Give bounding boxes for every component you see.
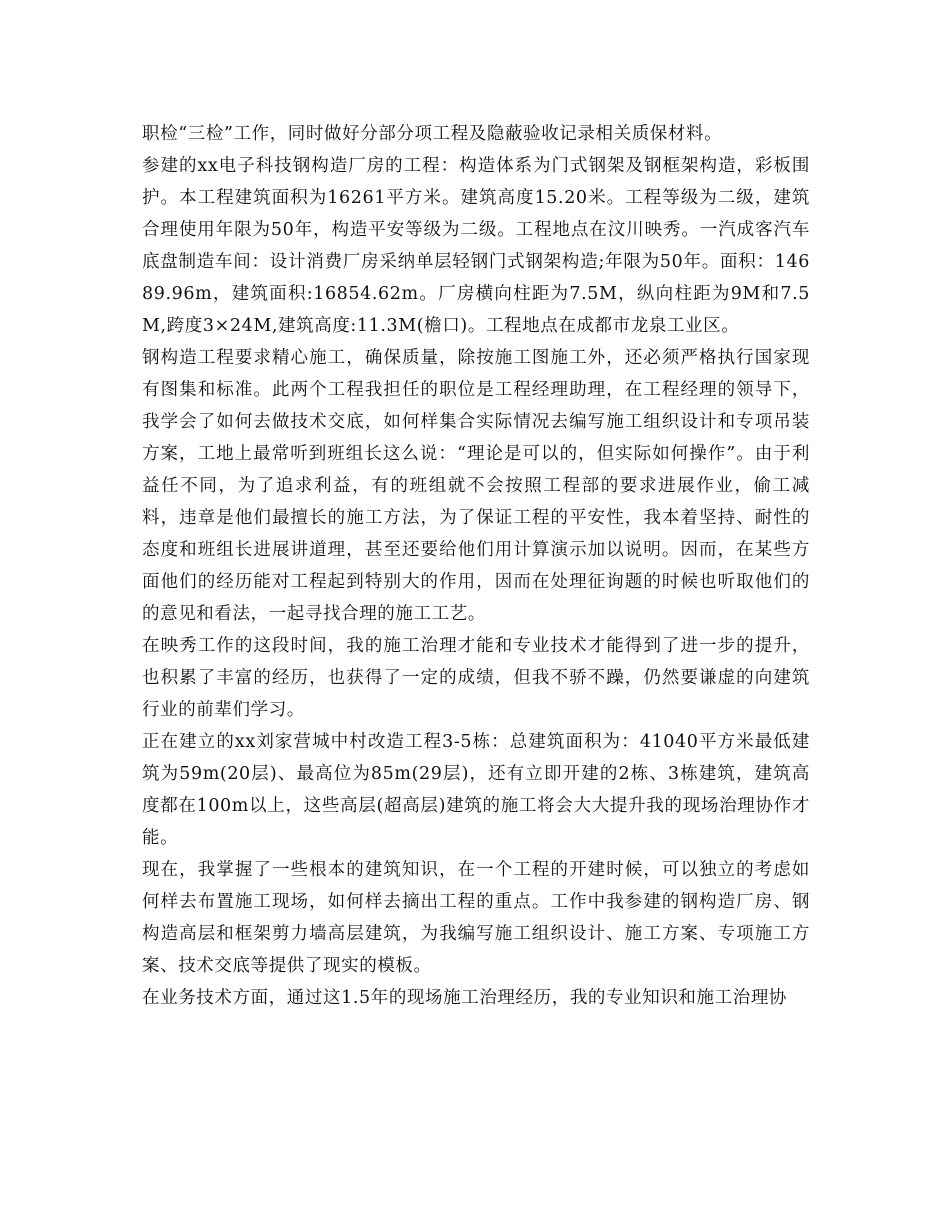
paragraph-steel-construction-experience: 钢构造工程要求精心施工，确保质量，除按施工图施工外，还必须严格执行国家现有图集和标准。此两个工程我担任的职位是工程经理助理，在工程经理的领导下，我学会了如何去做技术交底，如何样集合实际情况去编写施工组织设计和专项吊装方案，工地上最常听到班组长这么说：“理论是可以的，但实际如何操作”。由于利益任不同，为了追求利益，有的班组就不会按照工程部的要求进展作业，偷工减料，违章是他们最擅长的施工方法，为了保证工程的平安性，我本着坚持、耐性的态度和班组长进展讲道理，甚至还要给他们用计算演示加以说明。因而，在某些方面他们的经历能对工程起到特别大的作用，因而在处理征询题的时候也听取他们的的意见和看法，一起寻找合理的施工工艺。	[142, 348, 810, 624]
paragraph-current-knowledge: 现在，我掌握了一些根本的建筑知识，在一个工程的开建时候，可以独立的考虑如何样去布置施工现场，如何样去摘出工程的重点。工作中我参建的钢构造厂房、钢构造高层和框架剪力墙高层建筑，为我编写施工组织设计、施工方案、专项施工方案、技术交底等提供了现实的模板。	[142, 860, 810, 976]
paragraph-technical-skills: 在业务技术方面，通过这1.5年的现场施工治理经历，我的专业知识和施工治理协	[142, 988, 788, 1008]
paragraph-steel-plant-projects: 参建的xx电子科技钢构造厂房的工程：构造体系为门式钢架及钢框架构造，彩板围护。本工程建筑面积为16261平方米。建筑高度15.20米。工程等级为二级，建筑合理使用年限为50年，构造平安等级为二级。工程地点在汶川映秀。一汽成客汽车底盘制造车间：设计消费厂房采纳单层轻钢门式钢架构造;年限为50年。面积：14689.96m，建筑面积:16854.62m。厂房横向柱距为7.5M，纵向柱距为9M和7.5M,跨度3×24M,建筑高度:11.3M(檐口)。工程地点在成都市龙泉工业区。	[142, 156, 810, 336]
document-body	[142, 118, 810, 1014]
paragraph-high-rise-project: 正在建立的xx刘家营城中村改造工程3-5栋：总建筑面积为：41040平方米最低建筑为59m(20层)、最高位为85m(29层)，还有立即开建的2栋、3栋建筑，建筑高度都在100m以上，这些高层(超高层)建筑的施工将会大大提升我的现场治理协作才能。	[142, 732, 810, 848]
paragraph-quality-inspection: 职检“三检”工作，同时做好分部分项工程及隐蔽验收记录相关质保材料。	[142, 124, 723, 144]
paragraph-yingxiu-work: 在映秀工作的这段时间，我的施工治理才能和专业技术才能得到了进一步的提升，也积累了丰富的经历，也获得了一定的成绩，但我不骄不躁，仍然要谦虚的向建筑行业的前辈们学习。	[142, 636, 810, 720]
